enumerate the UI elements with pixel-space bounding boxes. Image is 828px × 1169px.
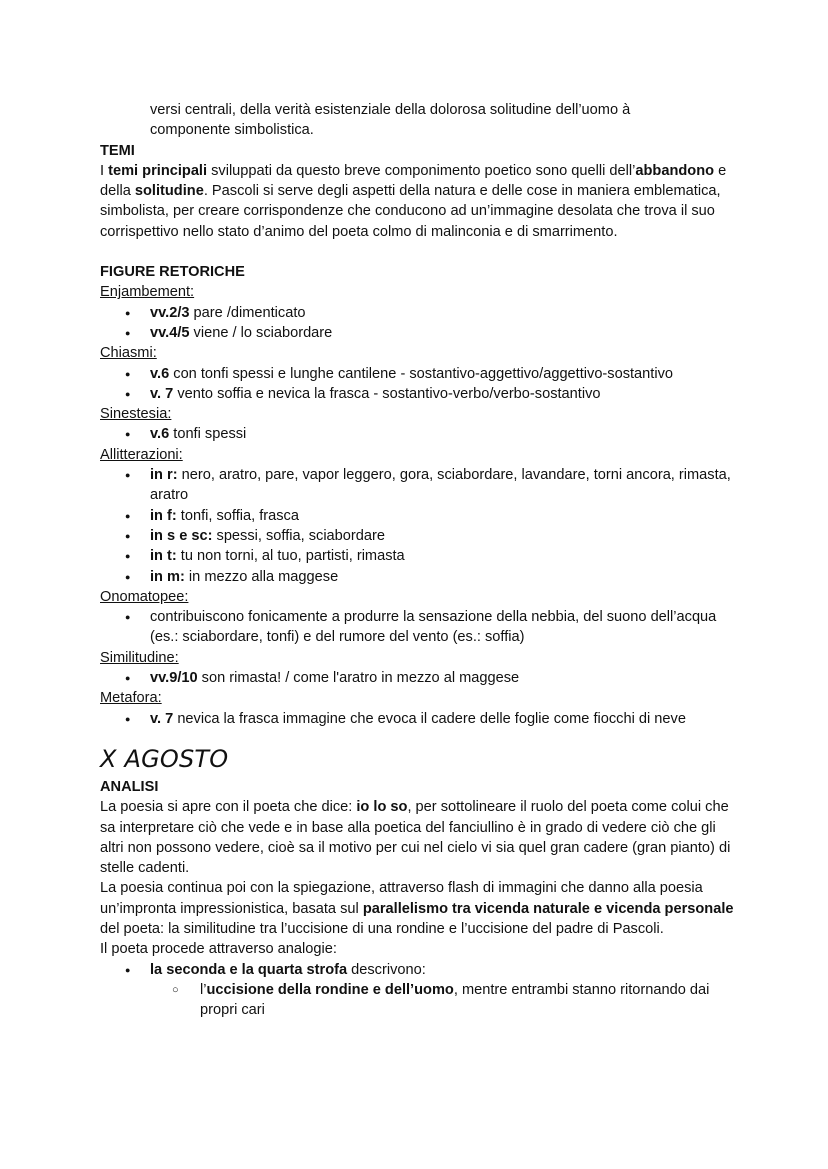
list-item: ● in s e sc: spessi, soffia, sciabordare [100,526,740,546]
onomatopee-list [100,607,740,648]
list-item: ● vv.4/5 viene / lo sciabordare [100,323,740,343]
metafora-label: Metafora: [100,690,162,707]
allitterazioni-list [100,465,740,587]
analisi-paragraph-1: La poesia si apre con il poeta che dice: io lo so, per sottolineare il ruolo del poeta come colui che sa interpretare ciò che vede e in base alla poetica del fanciullino è in grado di vedere ciò che gli altri non possono vedere, cioè sa il motivo per cui nel cielo vi sia quel gran cadere (gran pianto) di stelle cadenti. [100,799,731,877]
list-item: ● in t: tu non torni, al tuo, partisti, rimasta [100,546,740,566]
analisi-heading: ANALISI [100,778,159,795]
list-item: ● v.6 tonfi spessi [100,424,740,444]
similitudine-list [100,668,740,688]
list-item: ● la seconda e la quarta strofa descrivono: [100,960,740,980]
onomatopee-label: Onomatopee: [100,588,189,605]
intro-text-1: versi centrali, della verità esistenziale della dolorosa solitudine dell’uomo à [150,102,631,118]
enjambement-list [100,303,740,344]
chiasmi-list [100,364,740,405]
sinestesia-label: Sinestesia: [100,406,172,423]
figure-retoriche-heading: FIGURE RETORICHE [100,264,245,281]
list-item: ● v. 7 vento soffia e nevica la frasca - sostantivo-verbo/verbo-sostantivo [100,384,740,404]
enjambement-label: Enjambement: [100,284,195,301]
analisi-paragraph-3: Il poeta procede attraverso analogie: [100,941,337,958]
intro-line [100,100,740,141]
sinestesia-list [100,424,740,444]
page-content [100,100,740,1020]
sub-list-item: ○ l’uccisione della rondine e dell’uomo, mentre entrambi stanno ritornando dai propri cari [100,980,740,1021]
list-item: ● v. 7 nevica la frasca immagine che evoca il cadere delle foglie come fiocchi di neve [100,709,740,729]
similitudine-label: Similitudine: [100,649,179,666]
list-item: ● in r: nero, aratro, pare, vapor leggero, gora, sciabordare, lavandare, torni ancora, rimasta, aratro [100,465,740,506]
list-item: ● in f: tonfi, soffia, frasca [100,506,740,526]
list-item: ● v.6 con tonfi spessi e lunghe cantilene - sostantivo-aggettivo/aggettivo-sostantivo [100,364,740,384]
list-item: ● contribuiscono fonicamente a produrre la sensazione della nebbia, del suono dell’acqua (es.: sciabordare, tonfi) e del rumore del vento (es.: soffia) [100,607,740,648]
list-item: ● in m: in mezzo alla maggese [100,567,740,587]
analogie-list [100,960,740,1021]
intro-text-2: componente simbolistica. [150,122,314,139]
allitterazioni-label: Allitterazioni: [100,446,183,463]
section-title: X AGOSTO [100,744,229,773]
temi-paragraph: I temi principali sviluppati da questo breve componimento poetico sono quelli dell’abbandono e della solitudine. Pascoli si serve degli aspetti della natura e delle cose in maniera emblematica, simbolista, per creare corrispondenze che conducono ad un’immagine desolata che trova il suo corrispettivo nello stato d’animo del poeta colmo di malinconia e di smarrimento. [100,162,727,240]
metafora-list [100,709,740,729]
spacer [100,242,740,262]
list-item: ● vv.9/10 son rimasta! / come l'aratro in mezzo al maggese [100,668,740,688]
temi-heading: TEMI [100,142,135,159]
analisi-paragraph-2: La poesia continua poi con la spiegazione, attraverso flash di immagini che danno alla poesia un’impronta impressionistica, basata sul parallelismo tra vicenda naturale e vicenda personale del poeta: la similitudine tra l’uccisione di una rondine e l’uccisione del padre di Pascoli. [100,880,734,937]
chiasmi-label: Chiasmi: [100,345,157,362]
list-item: ● vv.2/3 pare /dimenticato [100,303,740,323]
